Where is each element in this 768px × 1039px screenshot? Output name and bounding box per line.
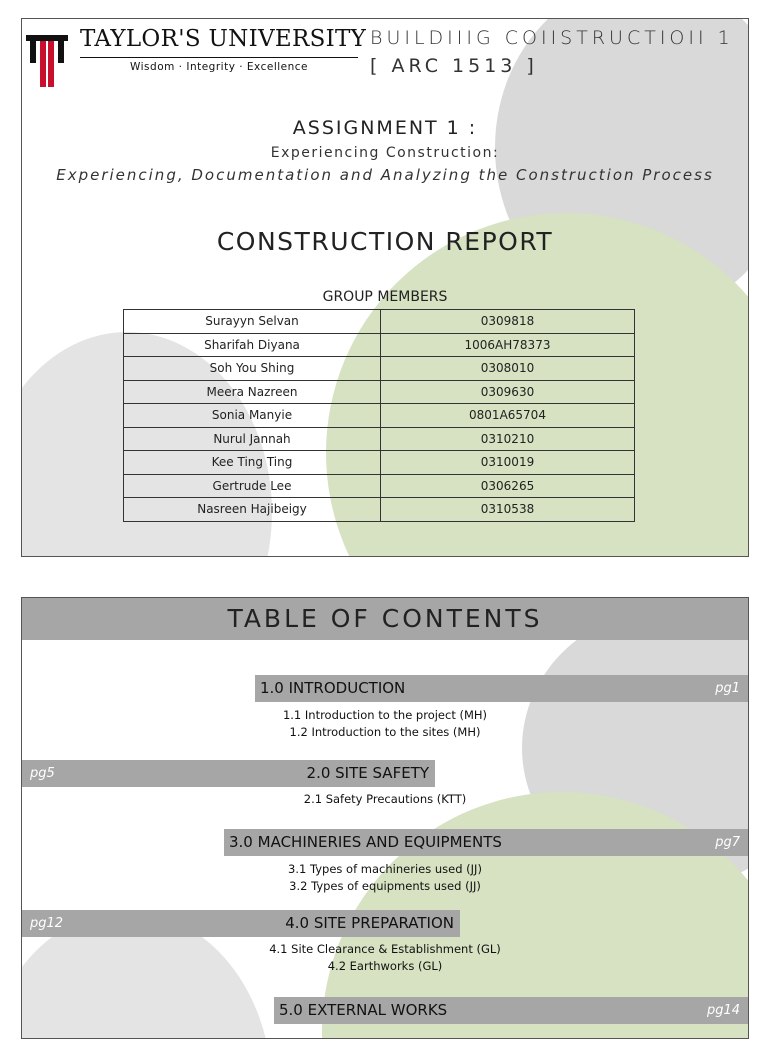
divider (80, 57, 358, 58)
member-id: 0310210 (381, 427, 635, 451)
member-name: Gertrude Lee (124, 474, 381, 498)
member-name: Sonia Manyie (124, 404, 381, 428)
member-id: 0309630 (381, 380, 635, 404)
toc-section-5-label: 5.0 EXTERNAL WORKS (279, 1001, 448, 1019)
member-id: 0310538 (381, 498, 635, 522)
toc-section-3-label: 3.0 MACHINERIES AND EQUIPMENTS (229, 833, 502, 851)
member-id: 1006AH78373 (381, 333, 635, 357)
member-name: Meera Nazreen (124, 380, 381, 404)
member-id: 0308010 (381, 357, 635, 381)
toc-subitem: 2.1 Safety Precautions (KTT) (303, 792, 467, 806)
toc-section-1-page: pg1 (715, 681, 740, 696)
course-code: [ ARC 1513 ] (370, 55, 538, 77)
toc-subitem: 4.1 Site Clearance & Establishment (GL) (269, 942, 501, 956)
university-motto: Wisdom · Integrity · Excellence (129, 61, 309, 73)
member-name: Soh You Shing (124, 357, 381, 381)
table-row (124, 380, 635, 404)
member-id: 0310019 (381, 451, 635, 475)
table-row (124, 498, 635, 522)
toc-section-5-page: pg14 (706, 1003, 740, 1018)
cover-slide (21, 18, 749, 557)
toc-section-1-bar[interactable] (255, 675, 748, 702)
table-row (124, 310, 635, 334)
toc-section-5-bar[interactable] (274, 997, 748, 1024)
member-name: Kee Ting Ting (124, 451, 381, 475)
table-row (124, 427, 635, 451)
member-id: 0309818 (381, 310, 635, 334)
member-name: Nasreen Hajibeigy (124, 498, 381, 522)
course-title: BUILDIIIG COIISTRUCTIOII 1 (370, 27, 734, 49)
toc-section-3-page: pg7 (715, 835, 740, 850)
toc-title: TABLE OF CONTENTS (227, 604, 543, 633)
assignment-subtitle: Experiencing Construction: (270, 145, 500, 161)
report-title: CONSTRUCTION REPORT (216, 227, 554, 256)
toc-section-3-bar[interactable] (224, 829, 748, 856)
toc-subitem: 3.1 Types of machineries used (JJ) (288, 862, 482, 876)
member-name: Nurul Jannah (124, 427, 381, 451)
assignment-title: ASSIGNMENT 1 : (292, 117, 478, 139)
toc-section-4-label: 4.0 SITE PREPARATION (285, 914, 454, 932)
toc-section-4-bar[interactable] (22, 910, 460, 937)
table-row (124, 333, 635, 357)
toc-subitem: 1.1 Introduction to the project (MH) (282, 708, 488, 722)
university-logo-icon (26, 31, 68, 91)
member-id: 0801A65704 (381, 404, 635, 428)
toc-subitem: 1.2 Introduction to the sites (MH) (289, 725, 481, 739)
toc-subitem: 3.2 Types of equipments used (JJ) (289, 879, 481, 893)
table-row (124, 357, 635, 381)
toc-section-2-bar[interactable] (22, 760, 435, 787)
toc-subitem: 4.2 Earthworks (GL) (327, 959, 443, 973)
toc-section-4-page: pg12 (30, 916, 64, 931)
members-table (123, 309, 635, 522)
toc-slide (21, 597, 749, 1039)
assignment-description: Experiencing, Documentation and Analyzing the Construction Process (56, 166, 714, 184)
table-row (124, 474, 635, 498)
member-name: Surayyn Selvan (124, 310, 381, 334)
toc-section-2-label: 2.0 SITE SAFETY (306, 764, 429, 782)
member-id: 0306265 (381, 474, 635, 498)
toc-section-1-label: 1.0 INTRODUCTION (260, 679, 406, 697)
group-members-heading: GROUP MEMBERS (322, 289, 448, 305)
table-row (124, 451, 635, 475)
table-row (124, 404, 635, 428)
member-name: Sharifah Diyana (124, 333, 381, 357)
university-name: TAYLOR'S UNIVERSITY (80, 26, 367, 52)
toc-section-2-page: pg5 (30, 766, 55, 781)
